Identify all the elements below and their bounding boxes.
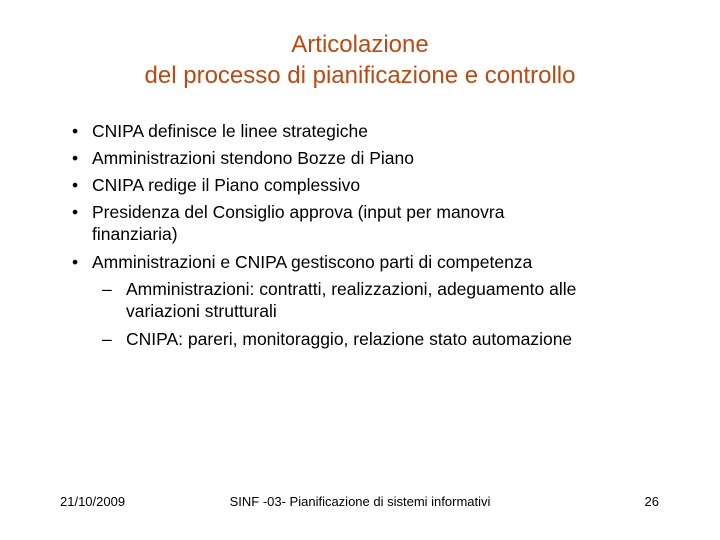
sub-bullet-text: Amministrazioni: contratti, realizzazioni, adeguamento alle — [126, 279, 577, 299]
bullet-item — [72, 249, 682, 276]
footer-page-number: 26 — [644, 494, 659, 509]
bullet-text: Amministrazioni stendono Bozze di Piano — [92, 148, 414, 168]
bullet-item — [72, 145, 682, 172]
bullet-text: CNIPA redige il Piano complessivo — [92, 175, 361, 195]
sub-bullet-text-continuation: variazioni strutturali — [126, 301, 277, 321]
bullet-text-continuation: finanziaria) — [92, 224, 178, 244]
bullet-text: Amministrazioni e CNIPA gestiscono parti di competenza — [92, 252, 533, 272]
bullet-marker: • — [72, 121, 79, 141]
footer-title: SINF -03- Pianificazione di sistemi informativi — [229, 494, 491, 509]
sub-bullet-item — [72, 326, 682, 353]
bullet-text: Presidenza del Consiglio approva (input per manovra — [92, 202, 505, 222]
bullet-text: CNIPA definisce le linee strategiche — [92, 121, 368, 141]
bullet-marker: • — [72, 175, 79, 195]
footer-date: 21/10/2009 — [60, 494, 126, 509]
sub-bullet-text: CNIPA: pareri, monitoraggio, relazione stato automazione — [126, 329, 573, 349]
bullet-item — [72, 118, 682, 145]
bullet-marker: • — [72, 148, 79, 168]
bullet-item — [72, 172, 682, 199]
slide-title-line2: del processo di pianificazione e controllo — [144, 62, 576, 89]
bullet-marker: • — [72, 252, 79, 272]
sub-bullet-marker: – — [102, 279, 112, 299]
bullet-marker: • — [72, 202, 79, 222]
sub-bullet-marker: – — [102, 329, 112, 349]
sub-bullet-item — [72, 276, 682, 322]
bullet-item — [72, 199, 682, 245]
bullet-list — [72, 118, 682, 353]
slide-title-line1: Articolazione — [291, 31, 429, 58]
